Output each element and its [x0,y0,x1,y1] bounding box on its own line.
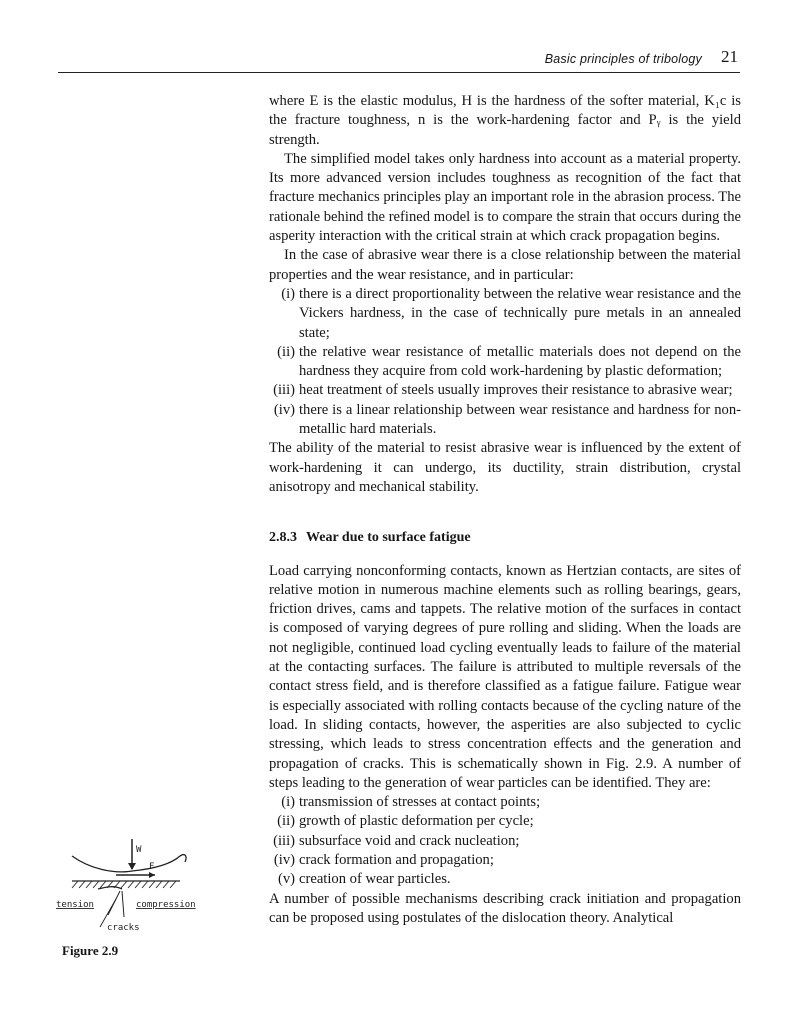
paragraph-3: In the case of abrasive wear there is a close relationship between the material properties and the wear resistance, and in particular: [269,247,741,283]
list-item-number: (iv) [273,851,295,868]
list-item-text: growth of plastic deformation per cycle; [299,813,534,830]
properties-list [269,285,741,439]
list-item [269,285,741,343]
list-item [269,343,741,382]
paragraph-2: The simplified model takes only hardness into account as a material property. Its more advanced version includes toughness as recognition of the fact that fracture mechanics principles play an important role in the abrasion process. The rationale behind the refined model is to compare the strain that occurs during the asperity interaction with the critical strain at which crack propagation begins. [269,150,741,245]
body-text [269,92,741,928]
list-item-number: (iv) [273,401,295,418]
label-w: W [136,845,142,855]
label-cracks: cracks [107,923,140,933]
paragraph-4: The ability of the material to resist abrasive wear is influenced by the extent of work-hardening it can undergo, its ductility, strain distribution, crystal anisotropy and mechanical stability. [269,440,741,495]
label-compression: compression [136,900,196,910]
list-item-number: (i) [281,285,295,302]
crack-right [122,891,124,917]
list-item-text: transmission of stresses at contact points; [299,794,541,811]
label-f: F [149,862,155,872]
figure-caption: Figure 2.9 [62,943,119,958]
paragraph-5: Load carrying nonconforming contacts, known as Hertzian contacts, are sites of relative motion in numerous machine elements such as rolling bearings, gears, friction drives, cams and tappets. The relative motion of the surfaces in contact is composed of varying degrees of pure rolling and sliding. When the loads are not negligible, continued load cycling eventually leads to failure of the material at the contacting surfaces. The failure is attributed to multiple reversals of the contact stress field, and is therefore classified as a fatigue failure. Fatigue wear is especially associated with rolling contacts because of the cycling nature of the load. In sliding contacts, however, the asperities are also subjected to cyclic stressing, which leads to stress concentration effects and the generation and propagation of cracks. This is schematically shown in Fig. 2.9. A number of steps leading to the generation of wear particles can be identified. They are: [269,562,741,791]
list-item-text: heat treatment of steels usually improves their resistance to abrasive wear; [299,382,733,399]
list-item [269,851,741,870]
list-item [269,381,741,400]
list-item-number: (iii) [273,832,295,849]
list-item [269,870,741,889]
page-number: 21 [721,47,738,66]
paragraph-6: A number of possible mechanisms describing crack initiation and propagation can be proposed using postulates of the dislocation theory. Analytical [269,890,741,926]
list-item [269,793,741,812]
list-item [269,401,741,440]
list-item-text: crack formation and propagation; [299,851,494,868]
steps-list [269,793,741,889]
running-title: Basic principles of tribology [544,52,702,66]
friction-arrow-head [149,872,155,878]
surface-hatching [72,881,176,888]
list-item-number: (ii) [277,813,295,830]
list-item-text: there is a linear relationship between wear resistance and hardness for non-metallic hard materials. [299,401,741,438]
running-header [58,47,740,73]
section-heading [269,528,741,547]
paragraph-1: where E is the elastic modulus, H is the hardness of the softer material, K₁c is the fracture toughness, n is the work-hardening factor and Pᵧ is the yield strength. [269,93,741,148]
label-tension: tension [56,900,94,910]
list-item [269,812,741,831]
list-item-number: (v) [277,871,295,888]
list-item-text: the relative wear resistance of metallic materials does not depend on the hardness they acquire from cold work-hardening by plastic deformation; [299,343,741,380]
list-item-text: creation of wear particles. [299,871,451,888]
lower-asperity [98,887,122,889]
list-item-text: subsurface void and crack nucleation; [299,832,520,849]
load-arrow-head [128,863,136,870]
list-item-number: (i) [281,794,295,811]
list-item [269,832,741,851]
list-item-number: (iii) [273,382,295,399]
section-title: Wear due to surface fatigue [306,530,471,546]
list-item-number: (ii) [277,343,295,360]
section-number: 2.8.3 [269,530,297,546]
list-item-text: there is a direct proportionality between the relative wear resistance and the Vickers hardness, in the case of technically pure metals in an annealed state; [299,285,741,341]
